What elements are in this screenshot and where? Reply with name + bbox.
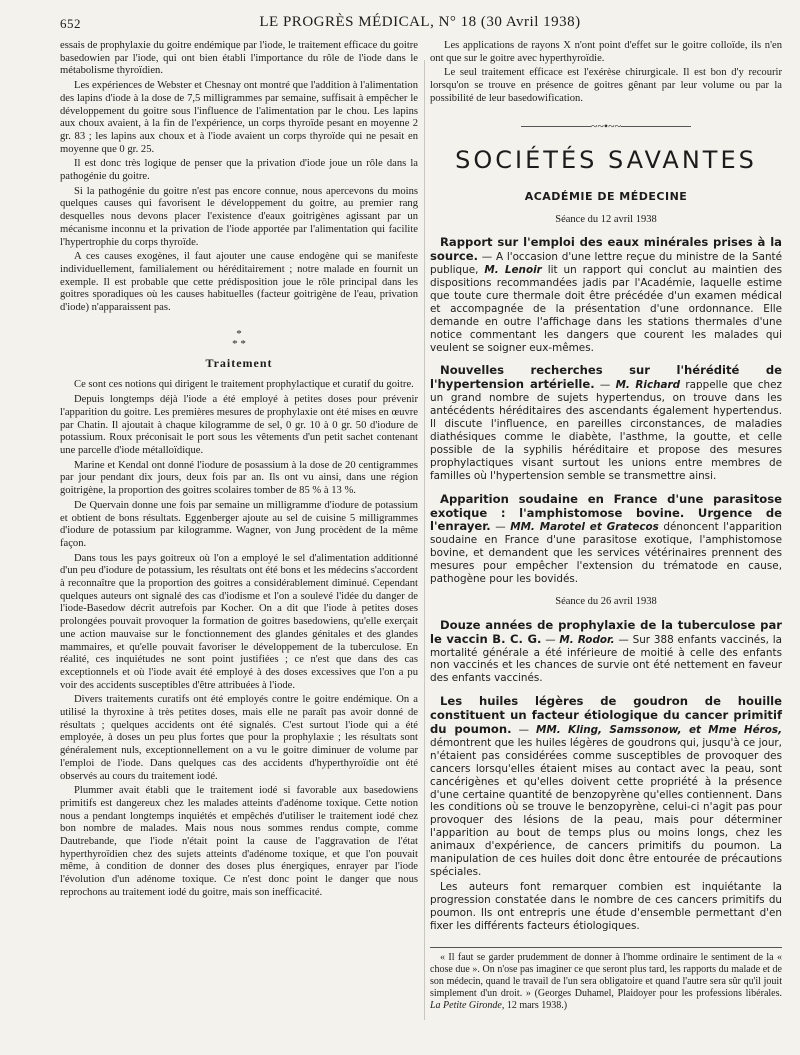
paragraph: Les auteurs font remarquer combien est inquiétante la progression constatée dans le nombre de ces cancers primitifs du poumon. Ils ont entrepris une étude d'ensemble permettant d'en fixer les différents facteurs étiologiques. (430, 880, 782, 932)
paragraph: Si la pathogénie du goitre n'est pas encore connue, nous apercevons du moins quelques causes qui favorisent le développement du goitre, au premier rang desquelles nous devons placer l'existence d'eaux goitrigènes agissant par un mécanisme inconnu et la privation de l'iode apportée par l'alimentation qui facilite l'hypertrophie du corps thyroïde. (60, 185, 418, 248)
paragraph: Les applications de rayons X n'ont point d'effet sur le goitre colloïde, ils n'en ont que sur le goitre avec hyperthyroïdie. (430, 40, 782, 64)
paragraph: Le seul traitement efficace est l'exérèse chirurgicale. Il est bon d'y recourir lorsqu'on se trouve en présence de goitres gênant par leur volume ou par la possibilité de leur basedowification. (430, 67, 782, 104)
paragraph: Marine et Kendal ont donné l'iodure de posassium à la dose de 20 centigrammes par jour pendant dix jours, deux fois par an. Ils ont vu ainsi, dans une région goitrigène, la proportion des goitres scolaires tomber de 85 % à 13 %. (60, 459, 418, 497)
article: Les huiles légères de goudron de houille constituent un facteur étiologique du cancer primitif du poumon. — MM. Kling, Samssonow, et Mme Héros, démontrent que les huiles légères de goudrons qui, jusqu'à ce jour, n'étaient pas considérées comme susceptibles de provoquer des cancers lorsqu'elles étaient mises au contact avec la peau, sont cancérigènes et qu'elles doivent cette propriété à la présence d'une certaine quantité de benzopyrène qu'elles contiennent. Dans les conditions où se trouve le benzopyrène, celui-ci n'agit pas pour provoquer des lésions de la peau, mais pour déterminer l'apparition au bout de temps plus ou moins longs, chez les animaux d'expérience, de cancers primitifs du poumon. La manipulation de ces huiles doit donc être entourée de précautions spéciales. Les auteurs font remarquer combien est inquiétante la progression constatée dans le nombre de ces cancers primitifs du poumon. Ils ont entrepris une étude d'ensemble permettant d'en fixer les différents facteurs étiologiques. (430, 694, 783, 932)
paragraph: Ce sont ces notions qui dirigent le traitement prophylactique et curatif du goitre. (74, 379, 414, 391)
page-number: 652 (60, 16, 81, 31)
article: Douze années de prophylaxie de la tuberculose par le vaccin B. C. G. — M. Rodor. — Sur 388 enfants vaccinés, la mortalité générale a été inférieure de moitié à celle des enfants non vaccinés et les chances de survie ont été nettement en faveur des enfants vaccinés. (430, 617, 782, 685)
right-column (430, 40, 782, 1015)
footnote-rule (430, 947, 782, 948)
paragraph: Dans tous les pays goitreux où l'on a employé le sel d'alimentation additionné d'un peu d'iodure de potassium, les résultats ont été bons et les médecins s'accordent à reconnaître que la proportion des goitres a considérablement diminué. Cependant quelques auteurs ont signalé des cas d'iodisme et l'on a soulevé l'idée du danger de l'iode-Basedow décrit autrefois par Kocher. On a dit que l'iode à petites doses prolongées pouvait provoquer la formation de goitres basedowiens, qu'elle exerçait une action mauvaise sur le fonctionnement des glandes génitales et des glandes mammaires, et qu'elle pouvait favoriser le développement de la tuberculose. En réalité, ces inquiétudes ne sont point justifiées ; ce n'est que dans des cas exceptionnels et où l'iode avait été employé à des doses excessives que l'on a pu voir des accidents susceptibles d'être attribuées à l'iode. (60, 552, 418, 691)
academie-heading: ACADÉMIE DE MÉDECINE (524, 189, 688, 203)
article: Nouvelles recherches sur l'hérédité de l'hypertension artérielle. — M. Richard rappelle que chez un grand nombre de sujets hypertendus, on trouve dans les antécédents héréditaires des ascendants également hypertendus. Il discute l'influence, en pareilles circonstances, de maladies diathésiques comme le diabète, l'asthme, la goutte, et celle possible de la syphilis héréditaire et propose des mesures prophylactiques visant surtout les unions entre membres de familles où l'hypertension semble se transmettre ainsi. (430, 363, 782, 482)
paragraph: Plummer avait établi que le traitement iodé si favorable aux basedowiens primitifs est dangereux chez les malades atteints d'adénome toxique. Cette notion nous a pendant longtemps inquiétés et empêchés d'utiliser le traitement iodé chez bon nombre de malades. Mais nous nous sommes rendus compte, comme Dautrebande, que l'iode n'était point la cause de l'aggravation de l'état hyperthyroïdien chez des sujets atteints d'adénome toxique, et que l'on pouvait même, à condition de donner des doses plus énergiques, enrayer par l'iode l'évolution d'un adénome toxique. Ce n'est donc point le danger que nous reprochons au traitement iodé du goitre, mais son inefficacité. (60, 785, 418, 898)
ornament-divider: ~~•~~ (430, 120, 782, 133)
footnote: « Il faut se garder prudemment de donner à l'homme ordinaire le sentiment de la « chose due ». On n'ose pas imaginer ce que seront plus tard, les rapports du malade et de son médecin, quand le travail de l'un sera obligatoire et quand l'autre sera sûr qu'il jouit simplement d'un droit. » (Georges Duhamel, Plaidoyer pour les professions libérales. La Petite Gironde, 12 mars 1938.) (430, 951, 782, 1012)
paragraph: Divers traitements curatifs ont été employés contre le goitre endémique. On a utilisé la thyroxine à très petites doses, mais elle ne paraît pas avoir donné de résultats ; quelques accidents ont été signalés. C'est surtout l'iode qui a été employée, à doses un peu plus fortes que pour la prophylaxie ; les résultats sont généralement nuls, exceptionnellement on a vu le goitre diminuer de volume par l'emploi de l'iode. Dans quelques cas des accidents d'hyperthyroïdie ont été observés au cours du traitement iodé. (60, 694, 418, 782)
paragraph: A ces causes exogènes, il faut ajouter une cause endogène qui se manifeste individuellement, familialement ou héréditairement ; notre malade en fournit un exemple. Il est probable que cette prédisposition joue le rôle principal dans les goitres sporadiques où les causes habituelles (facteur goitrigène de l'eau, privation d'iode) n'apparaissent pas. (60, 251, 418, 314)
left-column (60, 40, 418, 902)
paragraph: Depuis longtemps déjà l'iode a été employé à petites doses pour prévenir l'apparition du goitre. Les premières mesures de prophylaxie ont été mises en œuvre par Chatin. Il ajoutait à chaque kilogramme de sel, 0 gr. 10 à 0 gr. 50 d'iodure de potassium. Roux préconisait le port sous les vêtements d'un petit sachet contenant une parcelle d'iode métalloïdique. (60, 394, 418, 456)
seance-date: Séance du 26 avril 1938 (555, 595, 657, 607)
column-divider (424, 60, 425, 1020)
asterism: * * * (232, 327, 246, 350)
paragraph: essais de prophylaxie du goitre endémique par l'iode, le traitement efficace du goitre basedowien par l'iode, qui ont bien établi l'importance du rôle de l'iode dans le métabolisme thyroïdien. (60, 40, 418, 77)
page-header (60, 10, 780, 36)
paragraph: De Quervain donne une fois par semaine un milligramme d'iodure de potassium et obtient de bons résultats. Eggenberger ajoute au sel de cuisine 5 milligrammes d'iodure de potassium par kilogramme. Wagner, von Jung procèdent de la même façon. (60, 499, 418, 549)
societes-heading: SOCIÉTÉS SAVANTES (455, 146, 757, 175)
paragraph: Les expériences de Webster et Chesnay ont montré que l'addition à l'alimentation des lapins d'iode à la dose de 7,5 milligrammes par semaine, suffisait à empêcher le développement du goitre sous l'influence de l'alimentation par le chou. Les lapins aux choux avaient, à la fin de l'expérience, un corps thyroïde pesant en moyenne 2 gr. 83 ; les lapins aux choux et à l'iode avaient un corps thyroïde qui ne pesait en moyenne que 0 gr. 25. (60, 80, 418, 155)
article: Rapport sur l'emploi des eaux minérales prises à la source. — A l'occasion d'une lettre reçue du ministre de la Santé publique, M. Lenoir lit un rapport qui conclut au maintien des dispositions recommandées jadis par l'Académie, laquelle estime que toute cure thermale doit être précédée d'un examen médical et accompagnée de la présentation d'une ordonnance. Elle demande en outre l'affichage dans les stations thermales d'une notice commentant les dangers que courent les malades qui veulent se soigner eux-mêmes. (430, 235, 783, 354)
journal-title: LE PROGRÈS MÉDICAL, N° 18 (30 Avril 1938) (259, 14, 581, 30)
section-title: Traitement (205, 355, 273, 370)
article: Apparition soudaine en France d'une parasitose exotique : l'amphistomose bovine. Urgence de l'enrayer. — MM. Marotel et Gratecos dénoncent l'apparition soudaine en France d'une parasitose exotique, l'amphistomose bovine, et demandent que les services vétérinaires prennent des mesures pour empêcher l'extension du trématode en cause, pathogène pour les bovidés. (430, 491, 782, 586)
seance-date: Séance du 12 avril 1938 (555, 213, 657, 225)
paragraph: Il est donc très logique de penser que la privation d'iode joue un rôle dans la pathogénie du goitre. (60, 158, 418, 183)
